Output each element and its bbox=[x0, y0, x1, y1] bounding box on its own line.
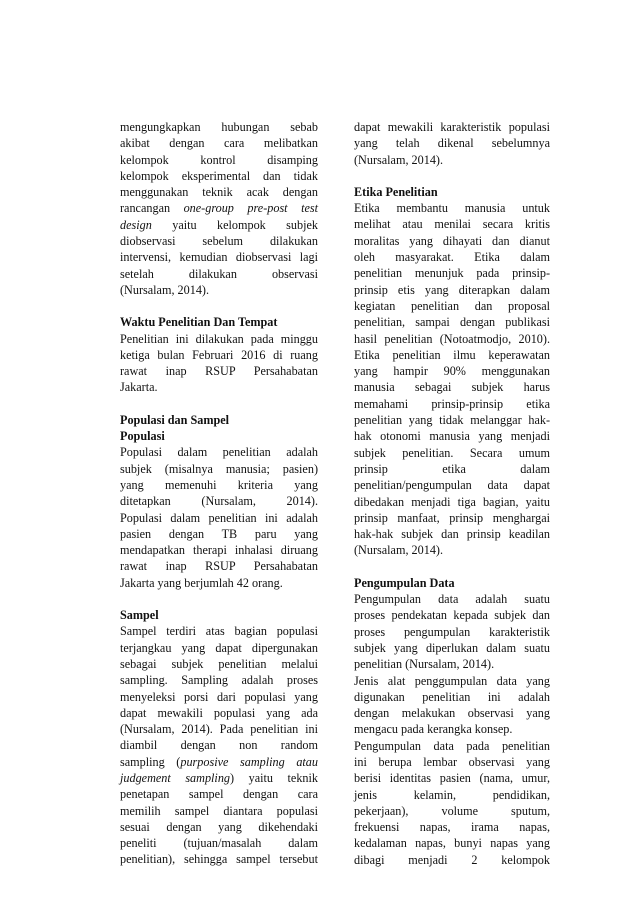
text-line: hak otonomi manusia yang menjadi bbox=[354, 429, 550, 444]
subheading-sampel: Sampel bbox=[120, 608, 159, 623]
text-line: dengan melakukan observasi yang bbox=[354, 706, 550, 721]
italic-term: judgement sampling bbox=[120, 770, 231, 785]
text-line: Etika penelitian ilmu keperawatan bbox=[354, 347, 550, 362]
text-line: sampling. Sampling adalah proses bbox=[120, 673, 318, 688]
section-heading-populasi-sampel: Populasi dan Sampel bbox=[120, 412, 230, 427]
text-line: Sampel terdiri atas bagian populasi bbox=[120, 624, 318, 639]
text-line: kedalaman napas, bunyi napas yang bbox=[354, 836, 550, 851]
text-line: mendapatkan therapi inhalasi diruang bbox=[120, 543, 318, 558]
text-line: dibedakan menjadi tiga bagian, yaitu bbox=[354, 494, 550, 509]
waktu-paragraph bbox=[120, 331, 318, 396]
text-line: yang memenuhi kriteria yang bbox=[120, 477, 318, 492]
text-line: sesuai dengan yang dikehendaki bbox=[120, 819, 318, 834]
text-line: Pengumpulan data pada penelitian bbox=[354, 738, 550, 753]
text-line: yang telah dikenal sebelumnya bbox=[354, 136, 550, 151]
text-line: berisi identitas pasien (nama, umur, bbox=[354, 771, 550, 786]
text-run: yaitu kelompok subjek bbox=[151, 217, 318, 232]
subheading-populasi: Populasi bbox=[120, 429, 165, 444]
text-line: rawat inap RSUP Persahabatan bbox=[120, 559, 318, 574]
text-line: intervensi, kemudian diobservasi lagi bbox=[120, 250, 318, 265]
text-line: ketiga bulan Februari 2016 di ruang bbox=[120, 347, 318, 362]
text-line: penelitian, sampai dengan publikasi bbox=[354, 315, 550, 330]
text-line: penelitian/pengumpulan data dapat bbox=[354, 478, 550, 493]
text-line: prinsip etis yang diterapkan dalam bbox=[354, 282, 550, 297]
paragraph-gap bbox=[120, 591, 318, 607]
text-line bbox=[120, 217, 318, 233]
text-line: Etika membantu manusia untuk bbox=[354, 201, 550, 216]
text-line: Jakarta yang berjumlah 42 orang. bbox=[120, 575, 283, 590]
section-heading-waktu: Waktu Penelitian Dan Tempat bbox=[120, 315, 278, 330]
text-line: proses pendekatan kepada subjek dan bbox=[354, 608, 550, 623]
left-column bbox=[120, 119, 318, 868]
pengumpulan-paragraph bbox=[354, 591, 550, 868]
intro-paragraph bbox=[120, 119, 318, 298]
populasi-paragraph bbox=[120, 444, 318, 591]
text-line: manusia sebagai subjek harus bbox=[354, 380, 550, 395]
text-line: memilih sampel diantara populasi bbox=[120, 803, 318, 818]
text-line: proses pengumpulan karakteristik bbox=[354, 624, 550, 639]
text-line bbox=[120, 770, 318, 786]
sampel-paragraph bbox=[120, 623, 318, 867]
text-line: prinsip manfaat, prinsip menghargai bbox=[354, 510, 550, 525]
text-line bbox=[120, 200, 318, 216]
text-line: jenis kelamin, pendidikan, bbox=[354, 787, 550, 802]
text-line: menyeleksi porsi dari populasi yang bbox=[120, 689, 318, 704]
text-line: frekuensi napas, irama napas, bbox=[354, 820, 550, 835]
text-line: penelitian yang tidak melanggar hak- bbox=[354, 413, 550, 428]
text-line: kelompok kontrol disamping bbox=[120, 152, 318, 167]
text-line: melihat atau menilai secara kritis bbox=[354, 217, 550, 232]
text-line: subjek penelitian. Secara umum bbox=[354, 445, 550, 460]
paragraph-gap bbox=[120, 298, 318, 314]
text-line: rawat inap RSUP Persahabatan bbox=[120, 364, 318, 379]
text-line: penelitian (Nursalam, 2014). bbox=[354, 657, 495, 672]
text-line: pasien dengan TB paru yang bbox=[120, 526, 318, 541]
text-line: kelompok eksperimental dan tidak bbox=[120, 168, 318, 183]
text-line: pekerjaan), volume sputum, bbox=[354, 803, 550, 818]
paragraph-gap bbox=[354, 559, 550, 575]
text-line: Jakarta. bbox=[120, 380, 158, 395]
text-line: mengungkapkan hubungan sebab bbox=[120, 120, 318, 134]
text-line: subjek (misalnya manusia; pasien) bbox=[120, 461, 318, 476]
text-line: menggunakan teknik acak dengan bbox=[120, 185, 318, 200]
text-line: Populasi dalam penelitian ini adalah bbox=[120, 510, 318, 525]
text-line: ini berupa lembar observasi yang bbox=[354, 754, 550, 769]
text-line: diobservasi sebelum dilakukan bbox=[120, 234, 318, 249]
text-line: hak-hak subjek dan prinsip keadilan bbox=[354, 527, 550, 542]
right-column bbox=[354, 119, 550, 868]
sampel-continued-paragraph bbox=[354, 119, 550, 168]
text-line: moralitas yang dihayati dan dianut bbox=[354, 233, 550, 248]
text-line: sebagai subjek penelitian melalui bbox=[120, 656, 318, 671]
text-line: dapat mewakili karakteristik populasi bbox=[354, 120, 550, 134]
italic-term: design bbox=[120, 217, 152, 232]
text-line: kegiatan penelitian dan proposal bbox=[354, 298, 550, 313]
text-line: ditetapkan (Nursalam, 2014). bbox=[120, 494, 318, 509]
paragraph-gap bbox=[120, 396, 318, 412]
text-line: prinsip etika dalam bbox=[354, 461, 550, 476]
text-line: digunakan penelitian ini adalah bbox=[354, 689, 550, 704]
text-line: yang hampir 90% menggunakan bbox=[354, 364, 550, 379]
text-line: diambil dengan non random bbox=[120, 738, 318, 753]
text-line: subjek yang diperlukan dalam suatu bbox=[354, 640, 550, 655]
text-line: penelitian menunjuk pada prinsip- bbox=[354, 266, 550, 281]
text-line: (Nursalam, 2014). Pada penelitian ini bbox=[120, 722, 318, 737]
section-heading-pengumpulan-data: Pengumpulan Data bbox=[354, 575, 455, 590]
text-line: Jenis alat penggumpulan data yang bbox=[354, 673, 550, 688]
text-line: Pengumpulan data adalah suatu bbox=[354, 592, 550, 607]
text-line: (Nursalam, 2014). bbox=[354, 543, 444, 558]
italic-term: one-group pre-post test bbox=[183, 201, 318, 216]
text-run: rancangan bbox=[120, 201, 184, 216]
paragraph-gap bbox=[354, 168, 550, 184]
text-line: (Nursalam, 2014). bbox=[354, 152, 444, 167]
text-line: dibagi menjadi 2 kelompok bbox=[354, 852, 550, 867]
text-line: peneliti (tujuan/masalah dalam bbox=[120, 836, 318, 851]
text-line: (Nursalam, 2014). bbox=[120, 282, 210, 297]
text-line: oleh masyarakat. Etika dalam bbox=[354, 250, 550, 265]
text-line: terjangkau yang dapat dipergunakan bbox=[120, 640, 318, 655]
text-line: dapat mewakili populasi yang ada bbox=[120, 705, 318, 720]
etika-paragraph bbox=[354, 200, 550, 559]
text-line: Populasi dalam penelitian adalah bbox=[120, 445, 318, 460]
italic-term: purposive sampling atau bbox=[180, 754, 318, 769]
text-line: memahami prinsip-prinsip etika bbox=[354, 396, 550, 411]
text-run: ) yaitu teknik bbox=[230, 770, 318, 785]
text-line: akibat dengan cara melibatkan bbox=[120, 136, 318, 151]
text-line: mengacu pada kerangka konsep. bbox=[354, 722, 513, 737]
text-line: Penelitian ini dilakukan pada minggu bbox=[120, 331, 318, 346]
text-line: penetapan sampel dengan cara bbox=[120, 787, 318, 802]
text-line: penelitian), sehingga sampel tersebut bbox=[120, 852, 318, 867]
text-line: hasil penelitian (Notoatmodjo, 2010). bbox=[354, 331, 550, 346]
section-heading-etika: Etika Penelitian bbox=[354, 184, 438, 199]
text-line: setelah dilakukan observasi bbox=[120, 266, 318, 281]
text-line bbox=[120, 754, 318, 770]
text-run: sampling ( bbox=[120, 754, 181, 769]
